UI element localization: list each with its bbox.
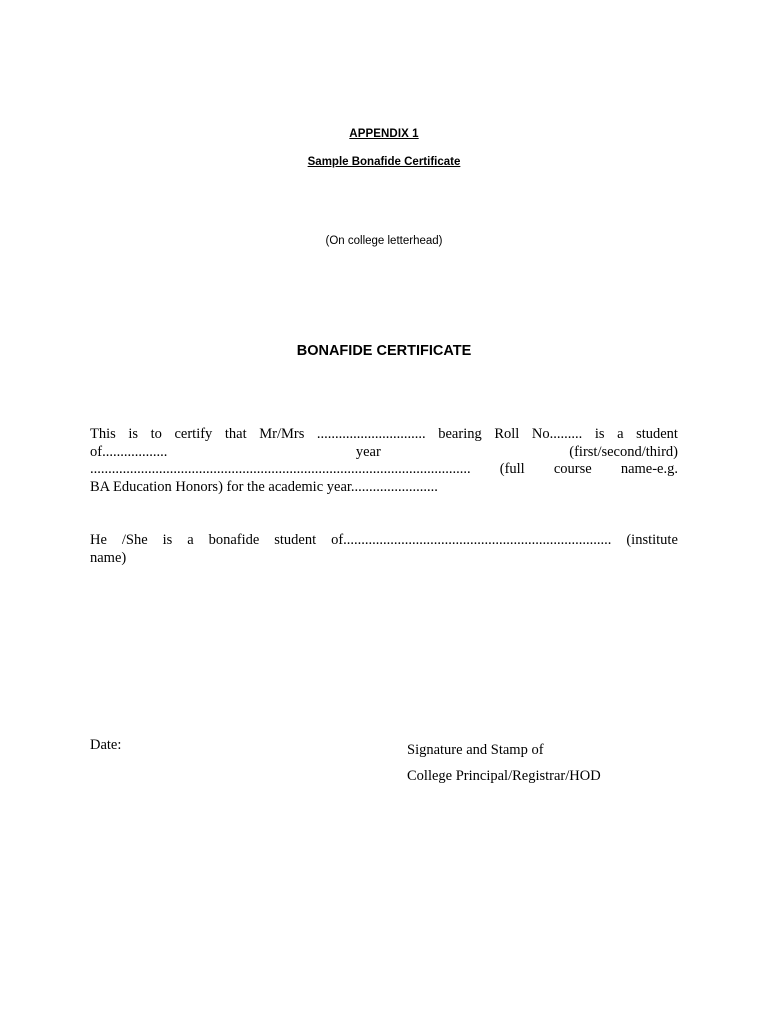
signature-block — [407, 737, 601, 789]
paragraph-2-line-1 — [90, 532, 678, 550]
word: that — [224, 426, 247, 442]
word: course — [553, 461, 592, 477]
institute-name-blank: of.......................................................................... — [331, 532, 612, 548]
paragraph-1-line-1 — [90, 426, 678, 444]
paragraph-2-line-2: name) — [90, 549, 127, 566]
institute-blank: of.................. — [90, 443, 168, 460]
appendix-title: APPENDIX 1 — [349, 128, 419, 140]
document-subtitle: Sample Bonafide Certificate — [307, 156, 461, 168]
word: bearing — [438, 426, 482, 442]
word: is — [128, 426, 139, 442]
word: certify — [174, 426, 213, 442]
word: name-e.g. — [620, 461, 678, 477]
course-blank: ......................................................................................................... — [90, 461, 471, 477]
year-options: (first/second/third) — [569, 443, 678, 460]
roll-number-blank: No......... — [531, 426, 583, 442]
date-label: Date: — [90, 737, 122, 753]
signature-line-2: College Principal/Registrar/HOD — [407, 768, 601, 784]
word: (full — [499, 461, 525, 477]
word: is — [162, 532, 173, 548]
signature-line-1: Signature and Stamp of — [407, 742, 544, 758]
word: Roll — [494, 426, 520, 442]
paragraph-1-line-4: BA Education Honors) for the academic year........................ — [90, 478, 438, 495]
paragraph-1-line-2 — [90, 444, 678, 462]
word: student — [274, 532, 317, 548]
paragraph-1-line-3 — [90, 461, 678, 479]
word: a — [617, 426, 624, 442]
word: to — [150, 426, 162, 442]
word: a — [187, 532, 194, 548]
letterhead-note: (On college letterhead) — [325, 235, 443, 247]
certificate-paragraph-1 — [90, 426, 678, 496]
word: is — [594, 426, 605, 442]
certificate-heading: BONAFIDE CERTIFICATE — [296, 343, 472, 359]
word: (institute — [626, 532, 678, 548]
word: year — [355, 443, 381, 460]
certificate-paragraph-2 — [90, 532, 678, 567]
word: /She — [121, 532, 148, 548]
word: This — [90, 426, 116, 442]
name-blank: .............................. — [316, 426, 426, 442]
word: student — [636, 426, 678, 442]
word: Mr/Mrs — [259, 426, 305, 442]
word: He — [90, 532, 107, 548]
word: bonafide — [208, 532, 260, 548]
